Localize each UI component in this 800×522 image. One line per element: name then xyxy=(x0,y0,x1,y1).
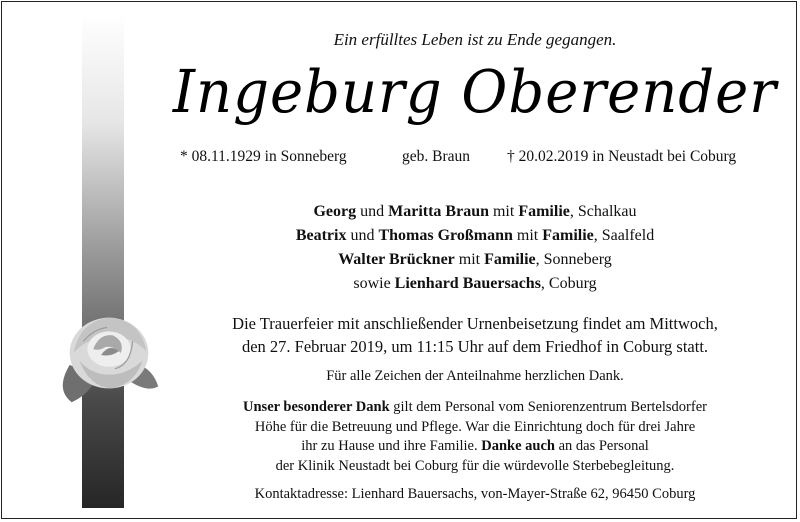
mourners-list xyxy=(170,200,780,296)
text: der Klinik Neustadt bei Coburg für die würdevolle Sterbebegleitung. xyxy=(275,457,675,474)
bold-text: Walter Brückner xyxy=(338,251,455,268)
text: und xyxy=(346,227,379,244)
text: und xyxy=(356,203,389,220)
bold-text: Danke auch xyxy=(481,438,555,454)
bold-text: Lienhard Bauersachs xyxy=(394,275,541,292)
mourner-line xyxy=(170,200,780,224)
text: mit xyxy=(512,227,543,244)
text: , Sonneberg xyxy=(535,251,612,268)
mourner-line xyxy=(170,224,780,248)
bold-text: Familie xyxy=(542,227,594,244)
gradient-stripe xyxy=(82,14,124,508)
bold-text: Familie xyxy=(518,203,570,220)
special-thanks-line xyxy=(170,457,780,477)
bold-text: Thomas Großmann xyxy=(378,227,513,244)
bold-text: Unser besonderer Dank xyxy=(243,399,390,415)
death-date: † 20.02.2019 in Neustadt bei Coburg xyxy=(507,148,737,165)
service-line: den 27. Februar 2019, um 11:15 Uhr auf dem Friedhof in Coburg statt. xyxy=(241,337,709,356)
bold-text: Beatrix xyxy=(295,227,347,244)
special-thanks-line xyxy=(170,418,780,438)
text: mit xyxy=(454,251,485,268)
mourner-line xyxy=(170,248,780,272)
motto: Ein erfülltes Leben ist zu Ende gegangen. xyxy=(333,30,617,49)
text: gilt dem Personal vom Seniorenzentrum Bertelsdorfer xyxy=(389,399,707,415)
text: , Saalfeld xyxy=(593,227,655,244)
text: , Schalkau xyxy=(569,203,637,220)
funeral-service-info xyxy=(170,312,780,358)
text: an das Personal xyxy=(554,438,649,454)
bold-text: Georg xyxy=(313,203,357,220)
text: mit xyxy=(488,203,519,220)
text: Höhe für die Betreuung und Pflege. War die Einrichtung doch für drei Jahre xyxy=(254,418,696,435)
maiden-name: geb. Braun xyxy=(402,148,471,165)
mourner-line xyxy=(170,272,780,296)
special-thanks-line xyxy=(170,437,780,457)
text: , Coburg xyxy=(540,275,597,292)
special-thanks-line xyxy=(170,398,780,418)
bold-text: Maritta Braun xyxy=(388,203,489,220)
service-line: Die Trauerfeier mit anschließender Urnenbeisetzung findet am Mittwoch, xyxy=(232,314,718,333)
deceased-name: Ingeburg Oberender xyxy=(172,58,778,127)
rose-image xyxy=(50,296,168,414)
contact-address: Kontaktadresse: Lienhard Bauersachs, von-Mayer-Straße 62, 96450 Coburg xyxy=(254,486,696,502)
special-thanks xyxy=(170,398,780,476)
bold-text: Familie xyxy=(484,251,536,268)
thanks-line: Für alle Zeichen der Anteilnahme herzlichen Dank. xyxy=(326,368,624,384)
text: ihr zu Hause und ihre Familie. xyxy=(301,438,482,454)
birth-date: * 08.11.1929 in Sonneberg xyxy=(180,148,347,165)
text: sowie xyxy=(353,275,395,292)
